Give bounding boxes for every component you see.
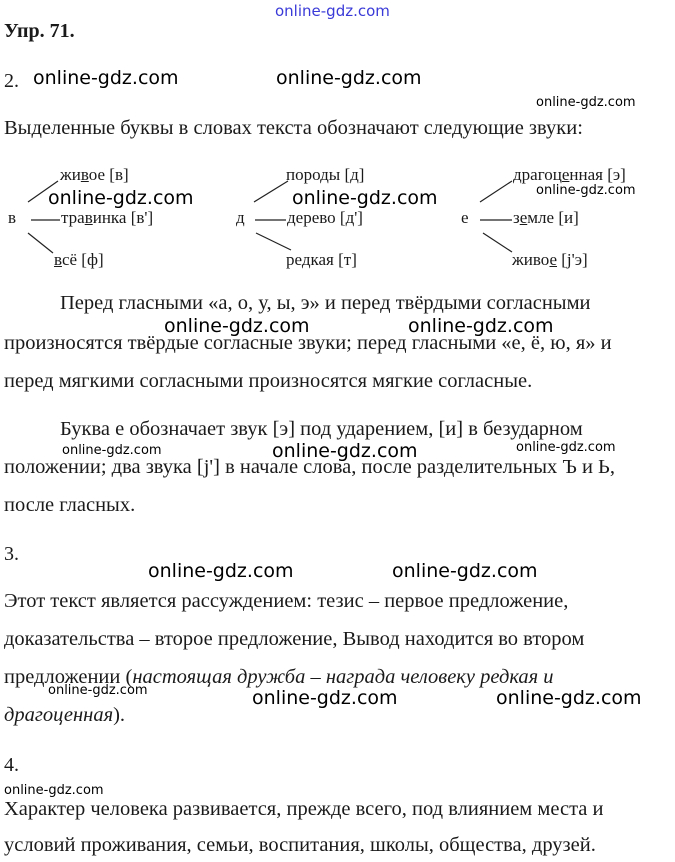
diagram-word: живое [j'э] xyxy=(512,250,588,269)
paragraph-line: Буква е обозначает звук [э] под ударением, [и] в безударном xyxy=(60,418,583,440)
watermark-top: online-gdz.com xyxy=(275,2,390,20)
paragraph-line: драгоценная). xyxy=(4,704,126,726)
diagram-line xyxy=(28,233,53,253)
watermark: online-gdz.com xyxy=(33,67,179,89)
diagram-word: земле [и] xyxy=(513,208,579,227)
watermark: online-gdz.com xyxy=(62,443,162,458)
paragraph-line: доказательства – второе предложение, Вывод находится во втором xyxy=(4,628,585,650)
paragraph-line: Этот текст является рассуждением: тезис – первое предложение, xyxy=(4,590,569,612)
watermark: online-gdz.com xyxy=(48,187,194,209)
watermark: online-gdz.com xyxy=(148,560,294,582)
section-3-number: 3. xyxy=(4,543,19,565)
diagram-line xyxy=(480,181,512,202)
paragraph-line: перед мягкими согласными произносятся мягкие согласные. xyxy=(4,370,533,392)
watermark: online-gdz.com xyxy=(536,183,636,198)
watermark: online-gdz.com xyxy=(516,440,616,455)
watermark: online-gdz.com xyxy=(164,315,310,337)
diagram-line xyxy=(254,181,288,202)
watermark: online-gdz.com xyxy=(408,315,554,337)
diagram-word: драгоценная [э] xyxy=(513,165,626,184)
watermark: online-gdz.com xyxy=(536,95,636,110)
paragraph-line: произносятся твёрдые согласные звуки; перед гласными «е, ё, ю, я» и xyxy=(4,332,612,354)
diagram-word: живое [в] xyxy=(60,165,129,184)
watermark: online-gdz.com xyxy=(48,683,148,698)
paragraph-line: предложении (настоящая дружба – награда человеку редкая и xyxy=(4,666,554,688)
diagram-letter: д xyxy=(236,208,245,227)
diagram-letter: е xyxy=(461,208,469,227)
diagram-letter: в xyxy=(8,208,17,227)
paragraph-line: условий проживания, семьи, воспитания, школы, общества, друзей. xyxy=(4,834,596,856)
diagram-word: всё [ф] xyxy=(54,250,104,269)
paragraph-line: после гласных. xyxy=(4,494,136,516)
diagram-word: редкая [т] xyxy=(286,250,357,269)
watermark: online-gdz.com xyxy=(252,687,398,709)
watermark: online-gdz.com xyxy=(4,783,104,798)
watermark: online-gdz.com xyxy=(496,687,642,709)
paragraph-line: положении; два звука [j'] в начале слова, после разделительных Ъ и Ь, xyxy=(4,456,615,478)
diagram-word: дерево [д'] xyxy=(287,208,363,227)
watermark: online-gdz.com xyxy=(276,67,422,89)
watermark: online-gdz.com xyxy=(292,187,438,209)
diagram-line xyxy=(256,233,291,250)
watermark: online-gdz.com xyxy=(392,560,538,582)
section-2-number: 2. xyxy=(4,70,19,92)
section-2-intro: Выделенные буквы в словах текста обозначают следующие звуки: xyxy=(4,117,583,139)
diagram-word: породы [д] xyxy=(286,165,365,184)
diagram-word: травинка [в'] xyxy=(61,208,154,227)
diagram-line xyxy=(483,233,512,252)
paragraph-line: Перед гласными «а, о, у, ы, э» и перед твёрдыми согласными xyxy=(60,292,591,314)
exercise-title: Упр. 71. xyxy=(4,20,75,42)
watermark: online-gdz.com xyxy=(272,440,418,462)
paragraph-line: Характер человека развивается, прежде всего, под влиянием места и xyxy=(4,798,604,820)
section-4-number: 4. xyxy=(4,754,19,776)
